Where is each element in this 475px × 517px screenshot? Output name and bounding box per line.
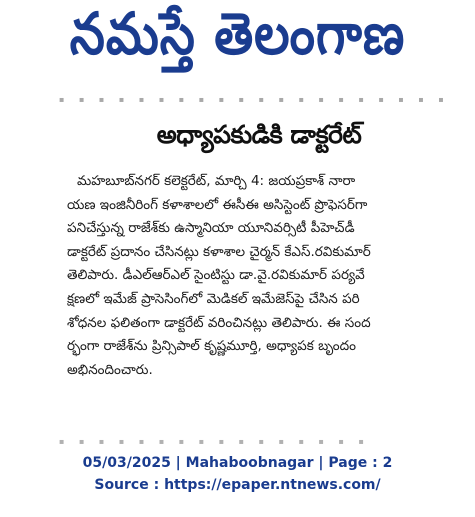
clipping-bottom-edge: ▪ ▪ ▪ ▪ ▪ ▪ ▪ ▪ ▪ ▪ ▪ ▪ ▪ ▪ ▪ ▪ (59, 438, 370, 446)
article-body (67, 170, 459, 382)
edition-date-line: 05/03/2025 | Mahaboobnagar | Page : 2 (82, 455, 393, 471)
masthead (0, 0, 475, 82)
clipping-top-edge: ▪ ▪ ▪ ▪ ▪ ▪ ▪ ▪ ▪ ▪ ▪ ▪ ▪ ▪ ▪ ▪ ▪ ▪ ▪ ▪ (59, 96, 450, 104)
article-headline: అధ్యాపకుడికి డాక్టరేట్ (156, 120, 362, 149)
article-body-line: శోధనల ఫలితంగా డాక్టరేట్ వరించినట్లు తెలిపారు. ఈ సంద (67, 314, 371, 331)
article-body-line: క్షణలో ఇమేజ్ ప్రాసెసింగ్‌లో మెడికల్ ఇమేజెస్‌పై చేసిన పరి (67, 290, 360, 307)
article-body-line: అభినందించారు. (67, 361, 153, 378)
article-body-line: పనిచేస్తున్న రాజేశ్‌కు ఉస్మానియా యూనివర్సిటీ పీహెచ్‌డీ (67, 220, 355, 237)
article-body-line: మహబూబ్‌నగర్ కలెక్టరేట్, మార్చి 4: జయప్రకాశ్ నారా (77, 173, 356, 189)
article-body-line: యణ ఇంజినీరింగ్ కళాశాలలో ఈసీఈ అసిస్టెంట్ ప్రొఫెసర్‌గా (67, 196, 368, 213)
article-body-line: ర్భంగా రాజేశ్‌ను ప్రిన్సిపాల్ కృష్ణమూర్తి, అధ్యాపక బృందం (67, 338, 357, 355)
article-body-line: డాక్టరేట్ ప్రదానం చేసినట్లు కళాశాల చైర్మన్ కేఎస్.రవికుమార్ (67, 243, 371, 260)
newspaper-logo-title: నమస్తే తెలంగాణ (69, 0, 406, 67)
source-footer (0, 452, 475, 496)
source-url-line: Source : https://epaper.ntnews.com/ (94, 477, 381, 493)
article-body-line: తెలిపారు. డీఎల్‌ఆర్‌ఎల్ సైంటిస్టు డా.వై.రవికుమార్ పర్యవే (67, 267, 365, 284)
